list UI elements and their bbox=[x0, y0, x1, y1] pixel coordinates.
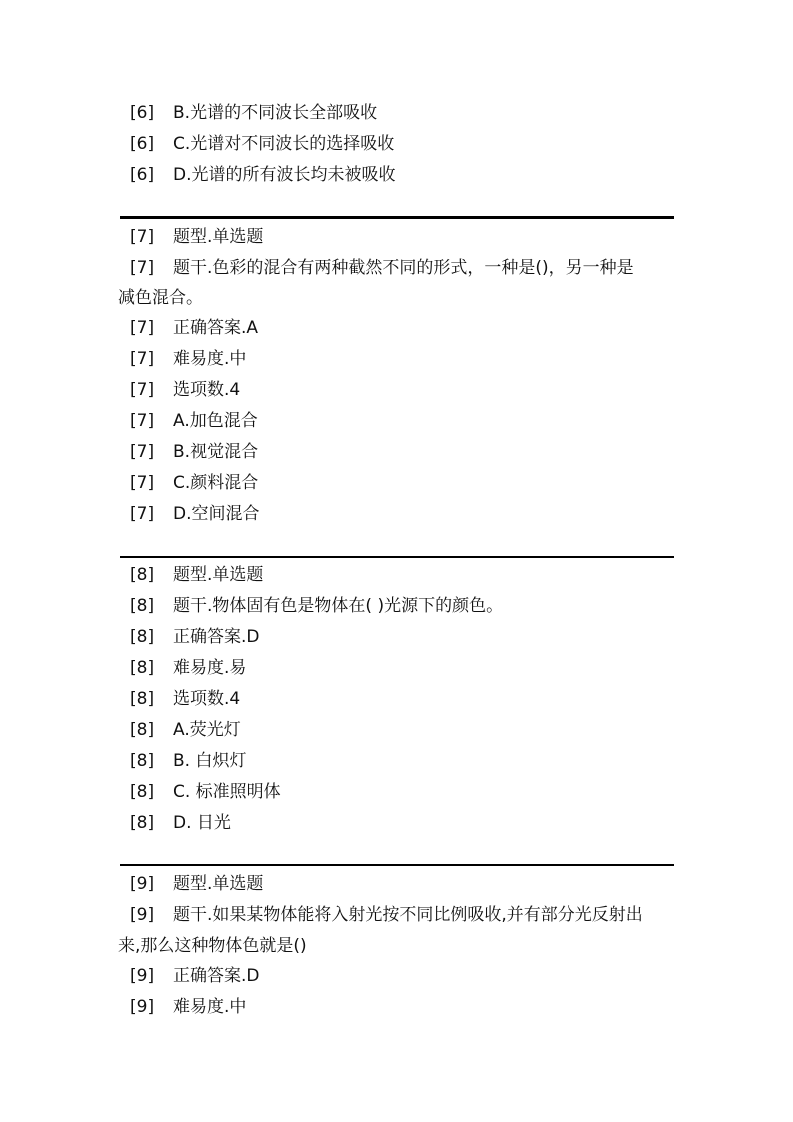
line-text: C.颜料混合 bbox=[173, 473, 259, 493]
question-tag: [7] bbox=[130, 504, 155, 524]
line-text: 题型.单选题 bbox=[173, 874, 264, 894]
question-type-line bbox=[130, 563, 263, 587]
question-tag: [6] bbox=[130, 103, 155, 123]
line-text: B.光谱的不同波长全部吸收 bbox=[173, 103, 378, 123]
line-text: 题干.如果某物体能将入射光按不同比例吸收,并有部分光反射出 bbox=[173, 905, 643, 925]
line-text: 题干.色彩的混合有两种截然不同的形式，一种是()，另一种是 bbox=[173, 258, 634, 278]
line-text: 正确答案.D bbox=[173, 966, 260, 986]
question-tag: [7] bbox=[130, 227, 155, 247]
question-tag: [7] bbox=[130, 442, 155, 462]
section-divider bbox=[120, 864, 674, 866]
question-tag: [9] bbox=[130, 966, 155, 986]
option-line bbox=[130, 780, 281, 804]
section-divider bbox=[120, 216, 674, 219]
line-text: D.光谱的所有波长均未被吸收 bbox=[173, 165, 396, 185]
option-line bbox=[130, 409, 258, 433]
question-tag: [9] bbox=[130, 905, 155, 925]
line-text: D. 日光 bbox=[173, 813, 231, 833]
option-line bbox=[130, 101, 377, 125]
difficulty-line bbox=[130, 995, 246, 1019]
answer-line bbox=[130, 625, 260, 649]
option-line bbox=[130, 749, 246, 773]
line-text: 选项数.4 bbox=[173, 380, 241, 400]
question-tag: [7] bbox=[130, 380, 155, 400]
option-line bbox=[130, 440, 258, 464]
option-line bbox=[130, 718, 241, 742]
line-text: 题型.单选题 bbox=[173, 227, 264, 247]
option-line bbox=[130, 132, 394, 156]
question-tag: [8] bbox=[130, 627, 155, 647]
line-text: B.视觉混合 bbox=[173, 442, 259, 462]
question-stem-line bbox=[130, 594, 503, 618]
line-text: 难易度.易 bbox=[173, 658, 247, 678]
option-line bbox=[130, 163, 396, 187]
question-stem-continuation: 减色混合。 bbox=[118, 288, 203, 308]
question-stem-line bbox=[130, 256, 634, 280]
answer-line bbox=[130, 316, 258, 340]
question-tag: [6] bbox=[130, 134, 155, 154]
option-line bbox=[130, 502, 260, 526]
answer-line bbox=[130, 964, 260, 988]
question-stem-line bbox=[130, 903, 643, 927]
line-text: 题干.物体固有色是物体在( )光源下的颜色。 bbox=[173, 596, 504, 616]
question-tag: [9] bbox=[130, 997, 155, 1017]
question-tag: [8] bbox=[130, 720, 155, 740]
line-text: 选项数.4 bbox=[173, 689, 241, 709]
line-text: A.加色混合 bbox=[173, 411, 258, 431]
question-tag: [8] bbox=[130, 751, 155, 771]
difficulty-line bbox=[130, 347, 246, 371]
difficulty-line bbox=[130, 656, 246, 680]
question-type-line bbox=[130, 225, 263, 249]
question-tag: [7] bbox=[130, 473, 155, 493]
question-tag: [8] bbox=[130, 658, 155, 678]
line-text: 正确答案.D bbox=[173, 627, 260, 647]
question-tag: [8] bbox=[130, 782, 155, 802]
question-tag: [8] bbox=[130, 813, 155, 833]
question-tag: [8] bbox=[130, 596, 155, 616]
option-line bbox=[130, 471, 258, 495]
line-text: A.荧光灯 bbox=[173, 720, 241, 740]
option-count-line bbox=[130, 378, 240, 402]
option-line bbox=[130, 811, 231, 835]
question-stem-continuation: 来,那么这种物体色就是() bbox=[118, 936, 307, 956]
question-tag: [7] bbox=[130, 318, 155, 338]
line-text: 正确答案.A bbox=[173, 318, 259, 338]
question-type-line bbox=[130, 872, 263, 896]
line-text: 难易度.中 bbox=[173, 349, 247, 369]
question-tag: [6] bbox=[130, 165, 155, 185]
line-text: C. 标准照明体 bbox=[173, 782, 281, 802]
question-tag: [9] bbox=[130, 874, 155, 894]
option-count-line bbox=[130, 687, 240, 711]
question-tag: [8] bbox=[130, 565, 155, 585]
section-divider bbox=[120, 556, 674, 558]
line-text: C.光谱对不同波长的选择吸收 bbox=[173, 134, 395, 154]
line-text: B. 白炽灯 bbox=[173, 751, 247, 771]
question-tag: [7] bbox=[130, 258, 155, 278]
line-text: 难易度.中 bbox=[173, 997, 247, 1017]
question-tag: [7] bbox=[130, 349, 155, 369]
line-text: D.空间混合 bbox=[173, 504, 260, 524]
question-tag: [8] bbox=[130, 689, 155, 709]
question-tag: [7] bbox=[130, 411, 155, 431]
line-text: 题型.单选题 bbox=[173, 565, 264, 585]
